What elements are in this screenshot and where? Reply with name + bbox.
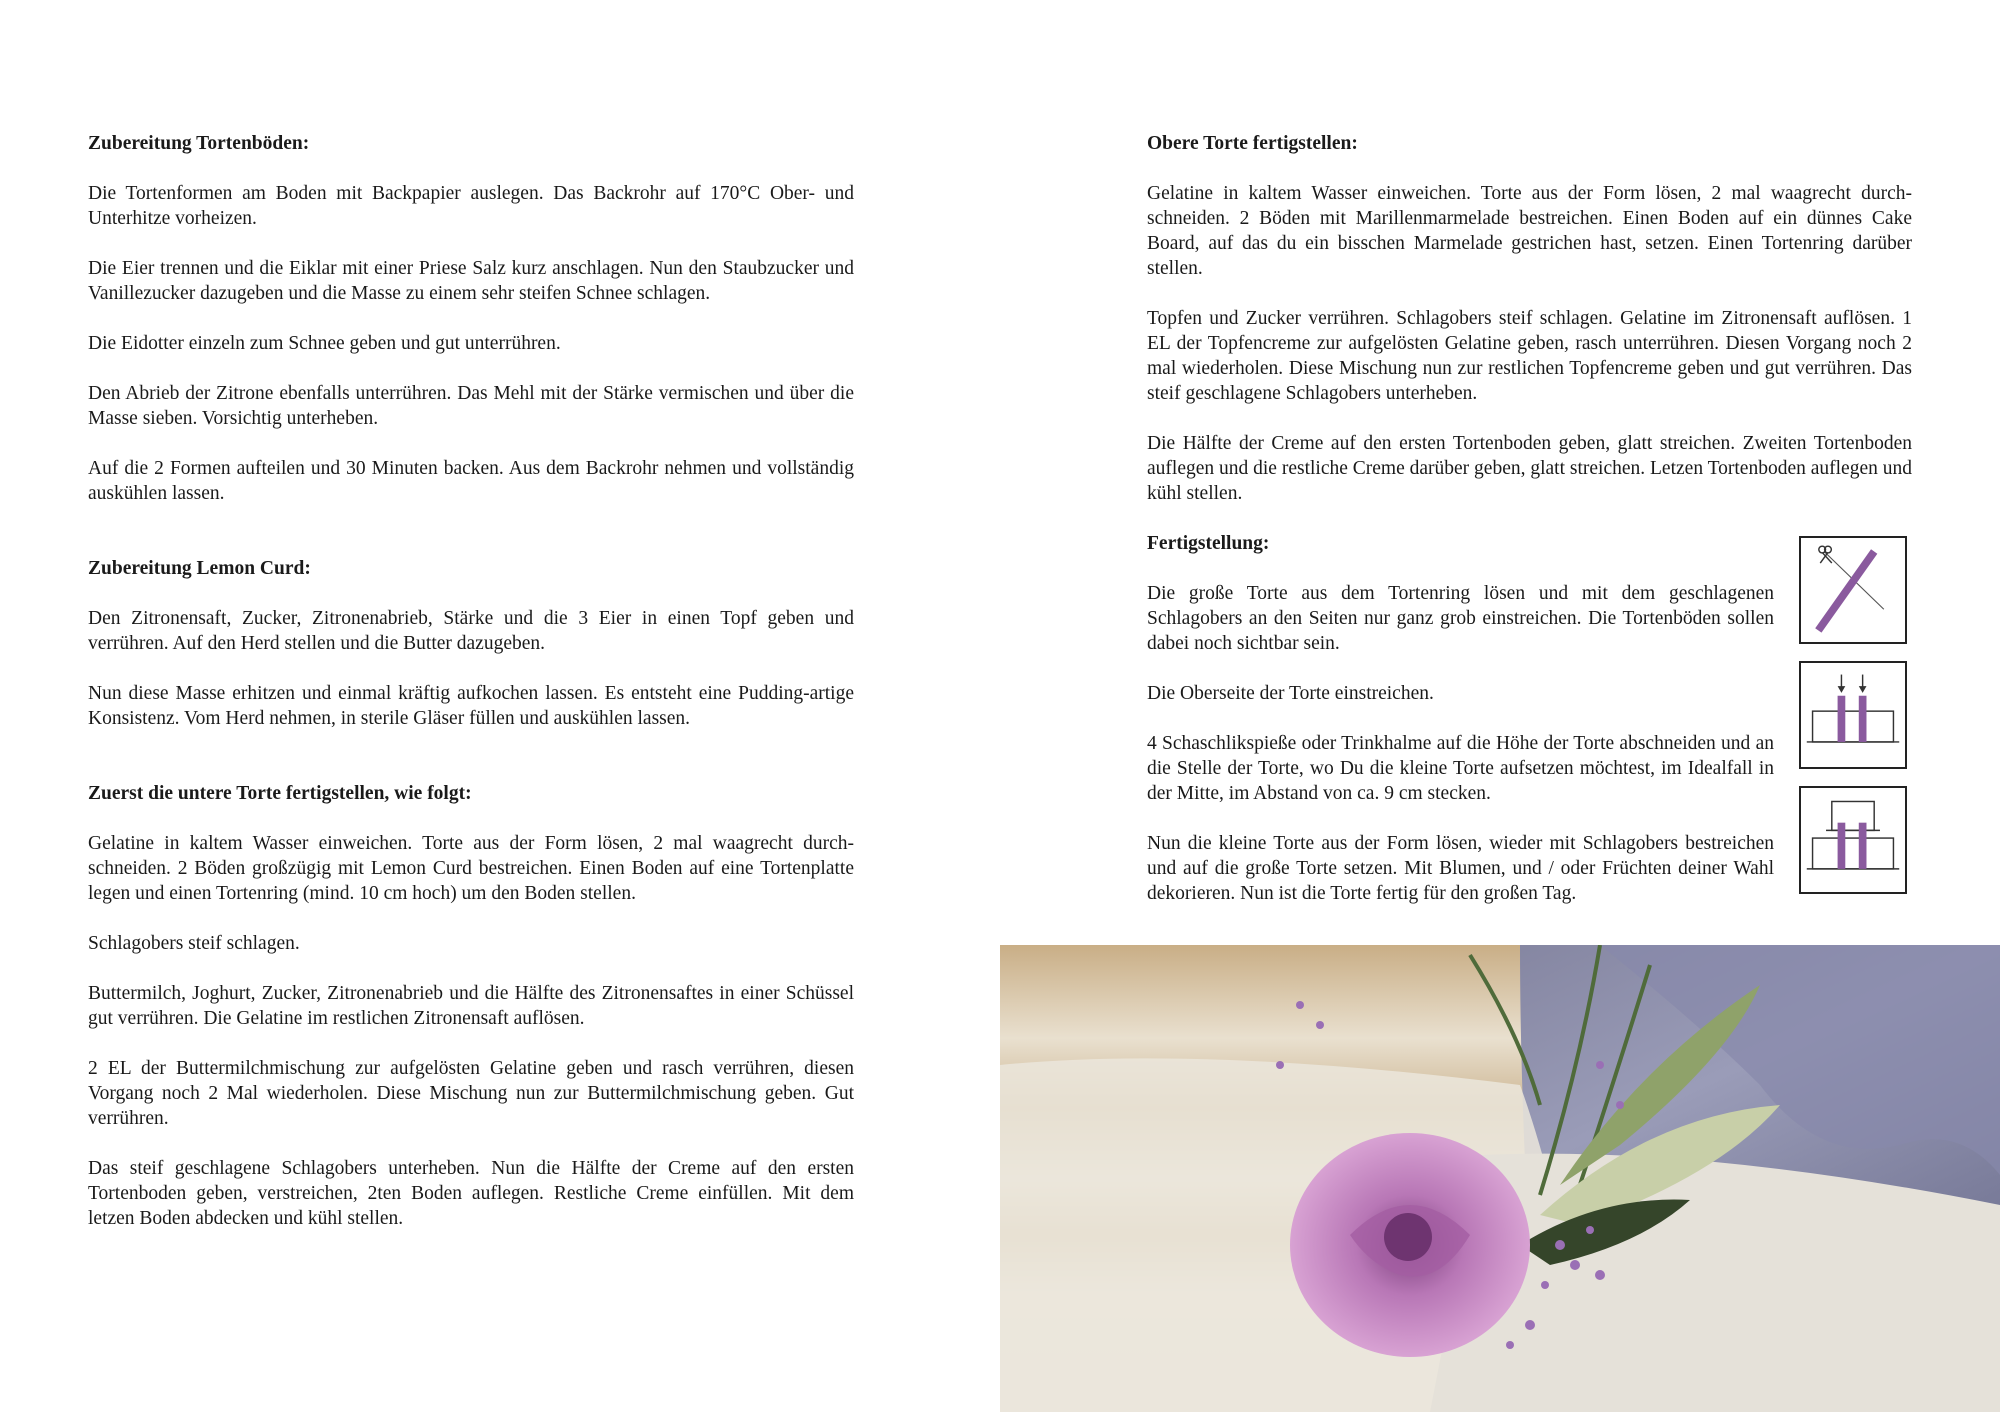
paragraph: Den Abrieb der Zitrone ebenfalls unterrühren. Das Mehl mit der Stärke vermischen und über die Masse sieben. Vorsichtig unterheben. (88, 383, 854, 429)
straws-in-cake-icon (1799, 661, 1907, 769)
heading-fertigstellung: Fertigstellung: (1147, 533, 1270, 554)
paragraph: Gelatine in kaltem Wasser einweichen. Torte aus der Form lösen, 2 mal waagrecht durch-schneiden. 2 Böden großzügig mit Lemon Curd bestreichen. Einen Boden auf eine Tortenplatte legen und einen Tortenring (mind. 10 cm hoch) um den Boden stellen. (88, 833, 854, 904)
paragraph: Die Oberseite der Torte einstreichen. (1147, 683, 1434, 704)
stacked-cake-icon (1799, 786, 1907, 894)
cake-photo (1000, 945, 2000, 1412)
paragraph: Auf die 2 Formen aufteilen und 30 Minuten backen. Aus dem Backrohr nehmen und vollständig auskühlen lassen. (88, 458, 854, 504)
paragraph: Die Tortenformen am Boden mit Backpapier auslegen. Das Backrohr auf 170°C Ober- und Unterhitze vorheizen. (88, 183, 854, 229)
heading-untere-torte: Zuerst die untere Torte fertigstellen, wie folgt: (88, 783, 472, 804)
paragraph: Nun die kleine Torte aus der Form lösen, wieder mit Schlagobers bestreichen und auf die große Torte setzen. Mit Blumen, und / oder Früchten deiner Wahl dekorieren. Nun ist die Torte fertig für den großen Tag. (1147, 833, 1774, 904)
paragraph: Den Zitronensaft, Zucker, Zitronenabrieb, Stärke und die 3 Eier in einen Topf geben und verrühren. Auf den Herd stellen und die Butter dazugeben. (88, 608, 854, 654)
left-column (88, 131, 854, 1256)
paragraph: Nun diese Masse erhitzen und einmal kräftig aufkochen lassen. Es entsteht eine Pudding-artige Konsistenz. Vom Herd nehmen, in sterile Gläser füllen und auskühlen lassen. (88, 683, 854, 729)
scissors-straw-icon (1799, 536, 1907, 644)
paragraph: Die große Torte aus dem Tortenring lösen und mit dem geschlagenen Schlagobers an den Seiten nur ganz grob einstreichen. Die Tortenböden sollen dabei noch sichtbar sein. (1147, 583, 1774, 654)
paragraph: Topfen und Zucker verrühren. Schlagobers steif schlagen. Gelatine im Zitronensaft auflösen. 1 EL der Topfencreme zur aufgelösten Gelatine geben, rasch unterrühren. Diesen Vorgang noch 2 mal wiederholen. Diese Mischung nun zur restlichen Topfencreme geben und gut verrühren. Das steif geschlagene Schlagobers unterheben. (1147, 308, 1912, 404)
paragraph: Gelatine in kaltem Wasser einweichen. Torte aus der Form lösen, 2 mal waagrecht durch-schneiden. 2 Böden mit Marillenmarmelade bestreichen. Einen Boden auf ein dünnes Cake Board, auf das du ein bisschen Marmelade gestrichen hast, setzen. Einen Tortenring darüber stellen. (1147, 183, 1912, 279)
paragraph: Das steif geschlagene Schlagobers unterheben. Nun die Hälfte der Creme auf den ersten Tortenboden geben, verstreichen, 2ten Boden auflegen. Restliche Creme einfüllen. Mit dem letzen Boden abdecken und kühl stellen. (88, 1158, 854, 1229)
heading-obere-torte: Obere Torte fertigstellen: (1147, 133, 1358, 154)
paragraph: Die Eidotter einzeln zum Schnee geben und gut unterrühren. (88, 333, 561, 354)
paragraph: Schlagobers steif schlagen. (88, 933, 300, 954)
paragraph: Buttermilch, Joghurt, Zucker, Zitronenabrieb und die Hälfte des Zitronensaftes in einer Schüssel gut verrühren. Die Gelatine im restlichen Zitronensaft auflösen. (88, 983, 854, 1029)
heading-lemon-curd: Zubereitung Lemon Curd: (88, 558, 311, 579)
heading-tortenboeden: Zubereitung Tortenböden: (88, 133, 310, 154)
paragraph: Die Eier trennen und die Eiklar mit einer Priese Salz kurz anschlagen. Nun den Staubzucker und Vanillezucker dazugeben und die Masse zu einem sehr steifen Schnee schlagen. (88, 258, 854, 304)
paragraph: Die Hälfte der Creme auf den ersten Tortenboden geben, glatt streichen. Zweiten Tortenboden auflegen und die restliche Creme darüber geben, glatt streichen. Letzen Tortenboden auflegen und kühl stellen. (1147, 433, 1912, 504)
right-column (1147, 131, 1912, 931)
paragraph: 4 Schaschlikspieße oder Trinkhalme auf die Höhe der Torte abschneiden und an die Stelle der Torte, wo Du die kleine Torte aufsetzen möchtest, im Idealfall in der Mitte, im Abstand von ca. 9 cm stecken. (1147, 733, 1774, 804)
paragraph: 2 EL der Buttermilchmischung zur aufgelösten Gelatine geben und rasch verrühren, diesen Vorgang noch 2 Mal wiederholen. Diese Mischung nun zur Buttermilchmischung geben. Gut verrühren. (88, 1058, 854, 1129)
